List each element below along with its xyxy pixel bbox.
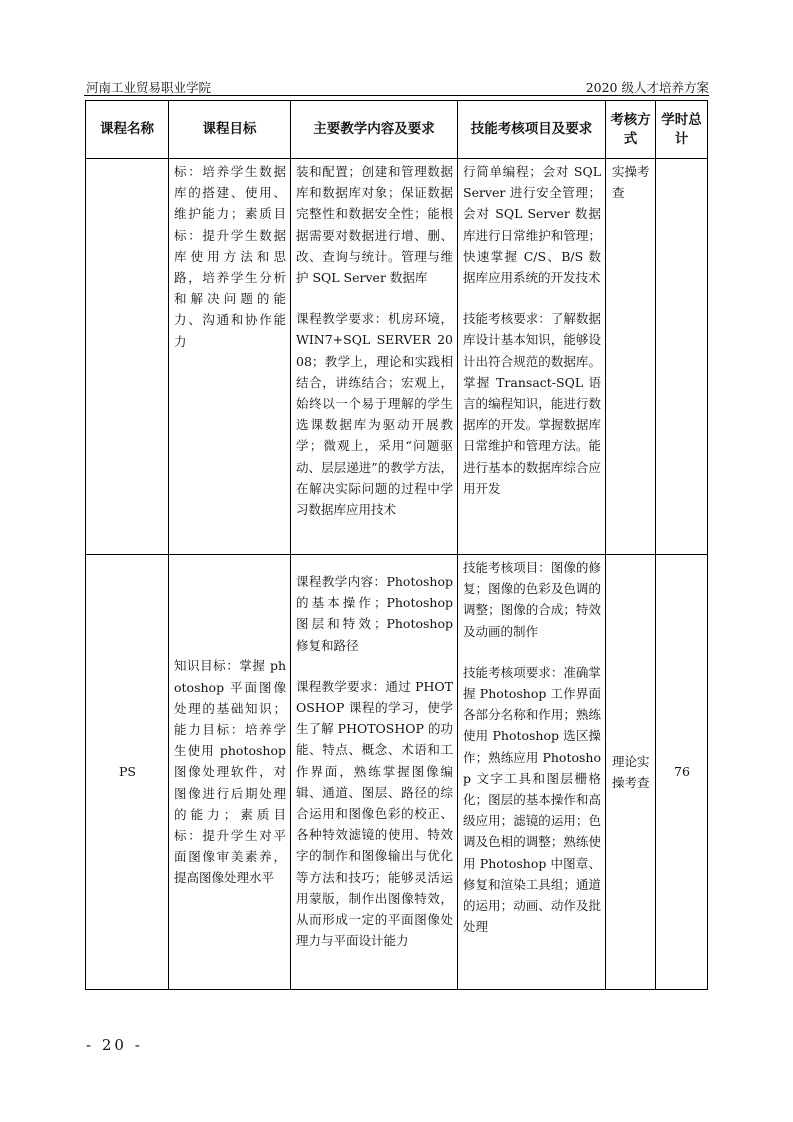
course-objective-cell: 知识目标：掌握 photoshop 平面图像处理的基础知识；能力目标：培养学生使用 photoshop 图像处理软件，对图像进行后期处理的能力；素质目标：提升学生对平面图像审美素养，提高图像处理水平 [169, 555, 291, 990]
assessment-method-cell: 实操考查 [606, 159, 656, 555]
teaching-content-paragraph: 装和配置；创建和管理数据库和数据库对象；保证数据完整性和数据安全性；能根据需要对数据进行增、删、改、查询与统计。管理与维护 SQL Server 数据库 [296, 164, 453, 286]
teaching-requirement-paragraph: 课程教学要求：通过 PHOTOSHOP 课程的学习，使学生了解 PHOTOSHOP 的功能、特点、概念、术语和工作界面，熟练掌握图像编辑、通道、图层、路径的综合运用和图像色彩的校正、各种特效滤镜的使用、特效字的制作和图像输出与优化等方法和技巧；能够灵活运用蒙版，制作出图像特效，从而形成一定的平面图像处理力与平面设计能力 [296, 678, 453, 949]
skill-items-paragraph: 行简单编程；会对 SQL Server 进行安全管理；会对 SQL Server 数据库进行日常维护和管理；快速掌握 C/S、B/S 数据库应用系统的开发技术 [463, 164, 601, 286]
skill-assessment-cell [458, 159, 606, 555]
course-name-cell [86, 159, 169, 555]
column-header-total-hours: 学时总计 [656, 101, 708, 159]
column-header-skill-assessment: 技能考核项目及要求 [458, 101, 606, 159]
teaching-requirement-paragraph: 课程教学要求：机房环境，WIN7+SQL SERVER 2008；教学上，理论和实践相结合，讲练结合；宏观上，始终以一个易于理解的学生选课数据库为驱动开展教学；微观上，采用“问题驱动、层层递进”的教学方法，在解决实际问题的过程中学习数据库应用技术 [296, 311, 453, 518]
course-objective-cell: 标：培养学生数据库的搭建、使用、维护能力；素质目标：提升学生数据库使用方法和思路，培养学生分析和解决问题的能力、沟通和协作能力 [169, 159, 291, 555]
teaching-content-paragraph: 课程教学内容：Photoshop 的基本操作；Photoshop 图层和特效；Photoshop 修复和路径 [296, 574, 453, 653]
skill-requirement-paragraph: 技能考核要求：了解数据库设计基本知识，能够设计出符合规范的数据库。 掌握 Transact-SQL 语言的编程知识，能进行数据库的开发。掌握数据库日常维护和管理方法。能进行基本的数据库综合应用开发 [463, 311, 601, 496]
column-header-assessment-method: 考核方式 [606, 101, 656, 159]
table-header-row [86, 101, 708, 159]
skill-items-paragraph: 技能考核项目：图像的修复；图像的色彩及色调的调整；图像的合成；特效及动画的制作 [463, 560, 601, 639]
skill-assessment-cell [458, 555, 606, 990]
skill-requirement-paragraph: 技能考核项要求：准确掌握 Photoshop 工作界面各部分名称和作用；熟练使用 Photoshop 选区操作；熟练应用 Photoshop 文字工具和图层栅格化；图层的基本操作和高级应用；滤镜的运用；色调及色相的调整；熟练使用 Photoshop 中图章、修复和渲染工具组；通道的运用；动画、动作及批处理 [463, 664, 601, 935]
total-hours-cell [656, 159, 708, 555]
table-row [86, 555, 708, 990]
assessment-method-cell: 理论实操考查 [606, 555, 656, 990]
column-header-teaching-content: 主要教学内容及要求 [291, 101, 458, 159]
header-document-title: 2020 级人才培养方案 [585, 80, 709, 95]
header-divider [84, 95, 709, 96]
table-row [86, 159, 708, 555]
page-number: - 20 - [86, 1036, 143, 1054]
course-table [85, 100, 708, 990]
column-header-course-name: 课程名称 [86, 101, 169, 159]
teaching-content-cell [291, 555, 458, 990]
total-hours-cell: 76 [656, 555, 708, 990]
teaching-content-cell [291, 159, 458, 555]
column-header-course-objective: 课程目标 [169, 101, 291, 159]
course-name-cell: PS [86, 555, 169, 990]
header-school-name: 河南工业贸易职业学院 [86, 80, 212, 95]
